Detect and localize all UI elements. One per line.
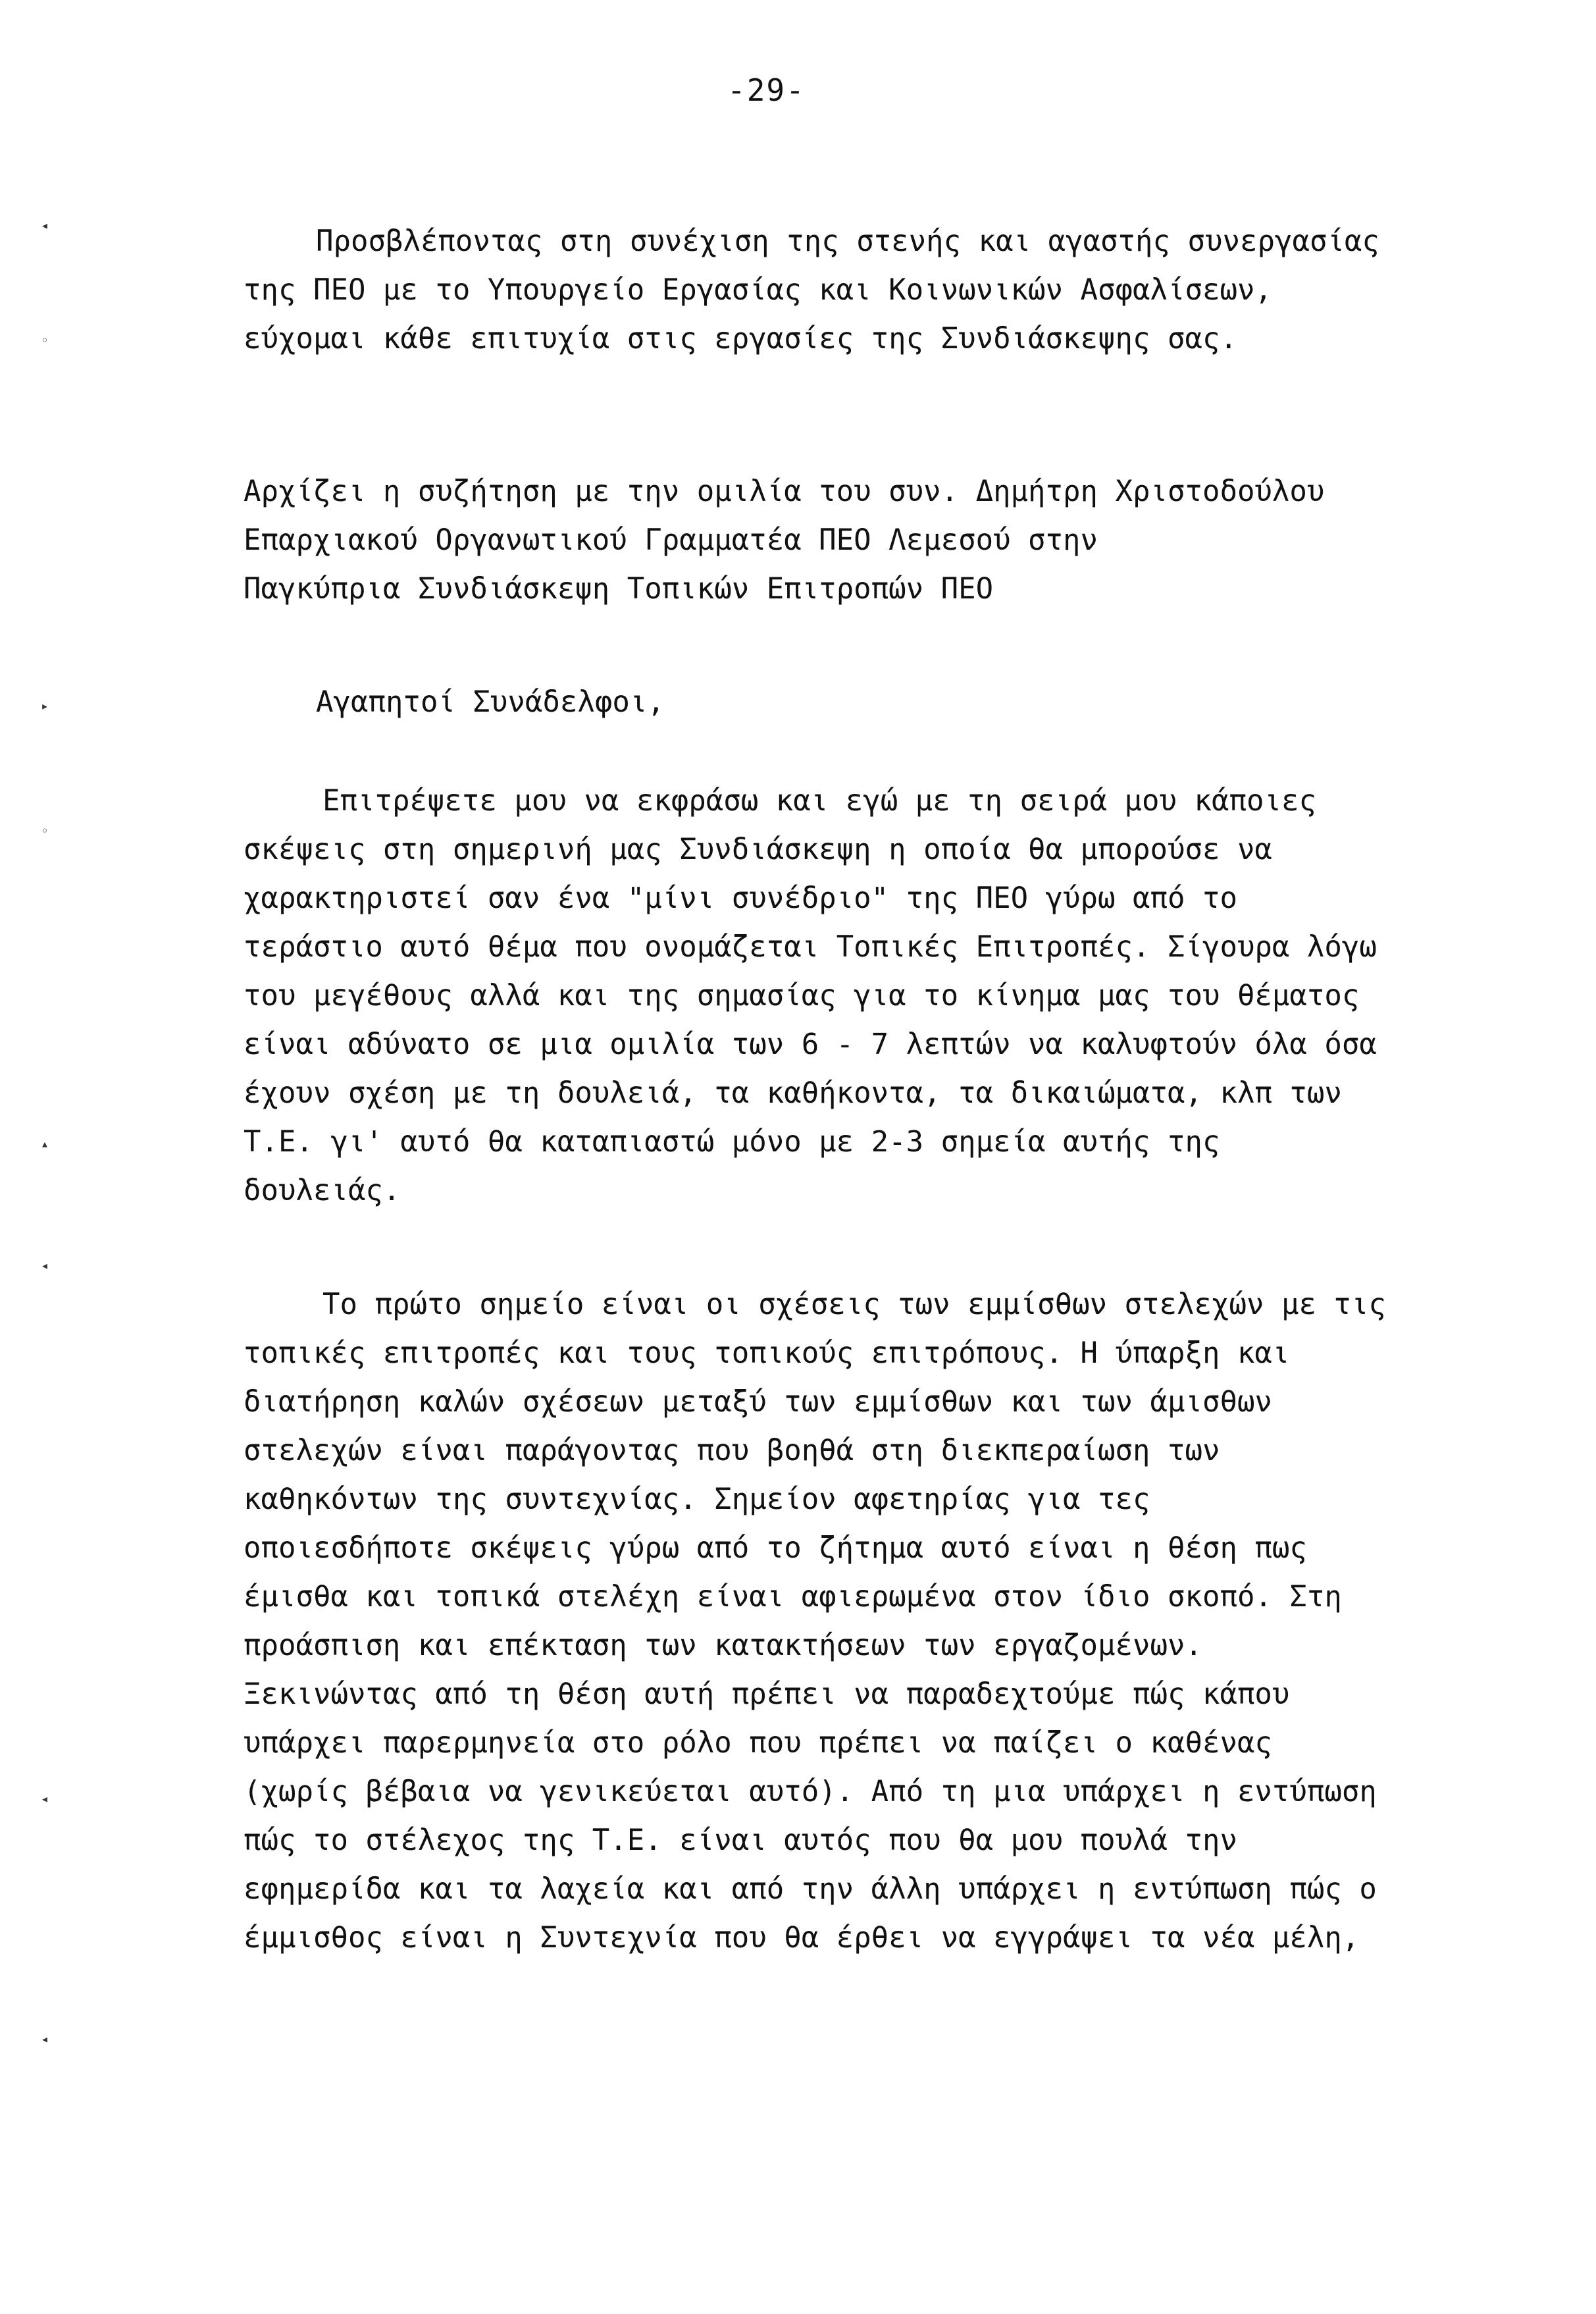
text-line: εύχομαι κάθε επιτυχία στις εργασίες της Συνδιάσκεψης σας. [244,322,1237,355]
paragraph-first-point [244,1280,1386,1962]
scan-artifact-mark: ▴ [41,1136,49,1151]
text-line: χαρακτηριστεί σαν ένα "μίνι συνέδριο" της ΠΕΟ γύρω από το [244,881,1237,915]
text-line: είναι αδύνατο σε μια ομιλία των 6 - 7 λεπτών να καλυφτούν όλα όσα [244,1028,1377,1061]
text-line: Προσβλέποντας στη συνέχιση της στενής και αγαστής συνεργασίας [316,224,1379,258]
text-line: τοπικές επιτροπές και τους τοπικούς επιτρόπους. Η ύπαρξη και [244,1336,1290,1370]
text-line: δουλειάς. [244,1174,401,1207]
text-line: οποιεσδήποτε σκέψεις γύρω από το ζήτημα αυτό είναι η θέση πως [244,1531,1307,1565]
text-line: πώς το στέλεχος της Τ.Ε. είναι αυτός που θα μου πουλά την [244,1824,1237,1857]
text-line: εφημερίδα και τα λαχεία και από την άλλη υπάρχει η εντύπωση πώς ο [244,1872,1377,1906]
text-line: σκέψεις στη σημερινή μας Συνδιάσκεψη η οποία θα μπορούσε να [244,833,1272,866]
scan-artifact-mark: ◂ [41,217,49,233]
text-line: τεράστιο αυτό θέμα που ονομάζεται Τοπικές Επιτροπές. Σίγουρα λόγω [244,930,1377,964]
text-line: της ΠΕΟ με το Υπουργείο Εργασίας και Κοινωνικών Ασφαλίσεων, [244,273,1272,307]
scan-artifact-mark: ◦ [41,332,49,348]
text-line: Αρχίζει η συζήτηση με την ομιλία του συν. Δημήτρη Χριστοδούλου [244,475,1325,508]
scan-artifact-mark: ◂ [41,1257,49,1273]
paragraph-closing-wishes [244,217,1379,363]
text-line: υπάρχει παρερμηνεία στο ρόλο που πρέπει να παίζει ο καθένας [244,1726,1272,1760]
scan-artifact-mark: ◦ [41,823,49,839]
text-line: Επαρχιακού Οργανωτικού Γραμματέα ΠΕΟ Λεμεσού στην [244,523,1098,557]
paragraph-opening-remarks [244,777,1377,1215]
salutation [244,678,1349,727]
text-line: Παγκύπρια Συνδιάσκεψη Τοπικών Επιτροπών ΠΕΟ [244,572,994,606]
text-line: προάσπιση και επέκταση των κατακτήσεων των εργαζομένων. [244,1629,1202,1662]
paragraph-discussion-intro [244,467,1349,614]
text-line: του μεγέθους αλλά και της σημασίας για το κίνημα μας του θέματος [244,979,1360,1012]
scan-artifact-mark: ◂ [41,2031,49,2047]
text-line: καθηκόντων της συντεχνίας. Σημείον αφετηρίας για τες [244,1483,1150,1516]
text-line: έμμισθος είναι η Συντεχνία που θα έρθει να εγγράψει τα νέα μέλη, [244,1921,1360,1955]
text-line: Ξεκινώντας από τη θέση αυτή πρέπει να παραδεχτούμε πώς κάπου [244,1677,1290,1711]
text-line: Τ.Ε. γι' αυτό θα καταπιαστώ μόνο με 2-3 σημεία αυτής της [244,1125,1220,1159]
scan-artifact-mark: ◂ [41,1791,49,1806]
scan-artifact-mark: ▸ [41,698,49,714]
text-line: Το πρώτο σημείο είναι οι σχέσεις των εμμίσθων στελεχών με τις [322,1288,1386,1321]
page-number: -29- [727,72,806,108]
text-line: έχουν σχέση με τη δουλειά, τα καθήκοντα, τα δικαιώματα, κλπ των [244,1076,1342,1110]
text-line: έμισθα και τοπικά στελέχη είναι αφιερωμένα στον ίδιο σκοπό. Στη [244,1580,1342,1614]
text-line: διατήρηση καλών σχέσεων μεταξύ των εμμίσθων και των άμισθων [244,1385,1272,1419]
text-line: Αγαπητοί Συνάδελφοι, [316,685,665,719]
text-line: στελεχών είναι παράγοντας που βοηθά στη διεκπεραίωση των [244,1434,1220,1467]
text-line: Επιτρέψετε μου να εκφράσω και εγώ με τη σειρά μου κάποιες [322,784,1316,818]
text-line: (χωρίς βέβαια να γενικεύεται αυτό). Από τη μια υπάρχει η εντύπωση [244,1775,1377,1808]
